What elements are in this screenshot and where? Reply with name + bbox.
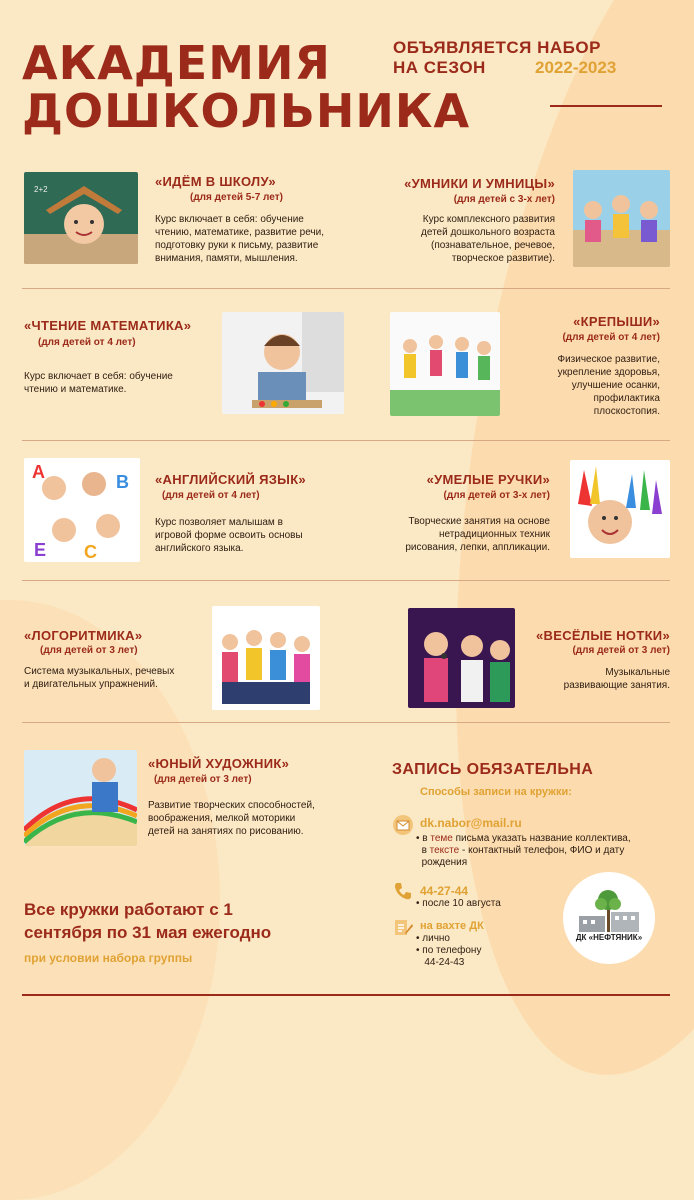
course-age-english: (для детей от 4 лет) (162, 490, 260, 501)
footer-condition: при условии набора группы (24, 951, 193, 965)
course-title-notes: «ВЕСЁЛЫЕ НОТКИ» (536, 628, 670, 643)
photo-boy-abacus (222, 312, 344, 414)
footer-line-1: Все кружки работают с 1 (24, 900, 233, 919)
course-desc-school: Курс включает в себя: обучение чтению, математике, развитие речи, подготовку руки к письму, развитие внимания, памяти, мышления. (155, 214, 325, 264)
course-age-notes: (для детей от 3 лет) (572, 645, 670, 656)
course-desc-strong: Физическое развитие, укрепление здоровья, улучшение осанки, профилактика плоскостопия. (557, 354, 660, 417)
svg-text:A: A (32, 462, 45, 482)
course-age-strong: (для детей от 4 лет) (562, 332, 660, 343)
season-years: 2022-2023 (535, 58, 617, 77)
envelope-icon (392, 814, 414, 836)
section-divider (22, 580, 670, 581)
announce-line-1: ОБЪЯВЛЯЕТСЯ НАБОР (393, 38, 601, 57)
course-title-smart: «УМНИКИ И УМНИЦЫ» (404, 176, 555, 191)
course-age-smart: (для детей с 3-х лет) (453, 194, 555, 205)
dk-neftyanik-logo (563, 872, 655, 964)
building-tree-icon (563, 872, 655, 964)
svg-text:E: E (34, 540, 47, 560)
form-pen-icon (392, 916, 414, 938)
course-desc-logorhythm: Система музыкальных, речевых и двигательных упражнений. (24, 666, 175, 690)
course-title-logorhythm: «ЛОГОРИТМИКА» (24, 628, 143, 643)
course-title-english: «АНГЛИЙСКИЙ ЯЗЫК» (155, 472, 306, 487)
course-desc-english: Курс позволяет малышам в игровой форме освоить основы английского языка. (155, 517, 303, 554)
logo-text: ДК «НЕФТЯНИК» (575, 933, 643, 942)
course-desc-reading: Курс включает в себя: обучение чтению и математике. (24, 371, 173, 395)
email-instructions: • в теме письма указать название коллектива, в тексте - контактный телефон, ФИО и дату рождения (416, 833, 631, 868)
title-line-1: АКАДЕМИЯ (22, 36, 331, 90)
svg-text:C: C (84, 542, 97, 562)
course-age-artist: (для детей от 3 лет) (154, 774, 252, 785)
phone-note: • после 10 августа (416, 898, 501, 909)
course-title-school: «ИДЁМ В ШКОЛУ» (155, 174, 276, 189)
announce-line-2: НА СЕЗОН (393, 58, 486, 77)
phone-icon (392, 880, 414, 902)
course-age-reading: (для детей от 4 лет) (38, 337, 136, 348)
course-desc-hands: Творческие занятия на основе нетрадиционных техник рисования, лепки, аппликации. (405, 516, 550, 553)
photo-girls-singing (408, 608, 515, 708)
title-line-2: ДОШКОЛЬНИКА (22, 84, 471, 138)
desk-options: • лично • по телефону 44-24-43 (416, 933, 482, 968)
section-divider (22, 440, 670, 441)
course-age-logorhythm: (для детей от 3 лет) (40, 645, 138, 656)
photo-kids-hands-up (212, 606, 320, 710)
course-desc-smart: Курс комплексного развития детей дошкольного возраста (познавательное, речевое, творческое развитие). (421, 214, 555, 264)
course-title-strong: «КРЕПЫШИ» (573, 314, 660, 329)
course-age-hands: (для детей от 3-х лет) (443, 490, 550, 501)
signup-subheading: Способы записи на кружки: (420, 786, 572, 798)
footer-rule (22, 994, 670, 996)
section-divider (22, 722, 670, 723)
signup-heading: ЗАПИСЬ ОБЯЗАТЕЛЬНА (392, 761, 594, 778)
course-desc-notes: Музыкальные развивающие занятия. (563, 667, 670, 691)
svg-text:2+2: 2+2 (34, 185, 48, 194)
header-rule (550, 105, 662, 107)
signup-phone[interactable]: 44-27-44 (420, 884, 469, 898)
course-title-artist: «ЮНЫЙ ХУДОЖНИК» (148, 756, 290, 771)
photo-kids-group (573, 170, 670, 267)
photo-child-painting (24, 750, 137, 846)
section-divider (22, 288, 670, 289)
photo-boy-with-book (24, 172, 138, 264)
photo-painted-hands (570, 460, 670, 558)
course-age-school: (для детей 5-7 лет) (190, 192, 283, 203)
course-title-hands: «УМЕЛЫЕ РУЧКИ» (426, 472, 550, 487)
signup-email[interactable]: dk.nabor@mail.ru (420, 816, 522, 830)
svg-text:B: B (116, 472, 129, 492)
course-desc-artist: Развитие творческих способностей, воображения, мелкой моторики детей на занятиях по рисованию. (148, 800, 315, 837)
footer-line-2: сентября по 31 мая ежегодно (24, 923, 272, 942)
signup-desk: на вахте ДК (420, 920, 484, 932)
course-title-reading: «ЧТЕНИЕ МАТЕМАТИКА» (24, 318, 192, 333)
photo-kids-letters (24, 458, 140, 562)
photo-kids-exercise (390, 312, 500, 416)
